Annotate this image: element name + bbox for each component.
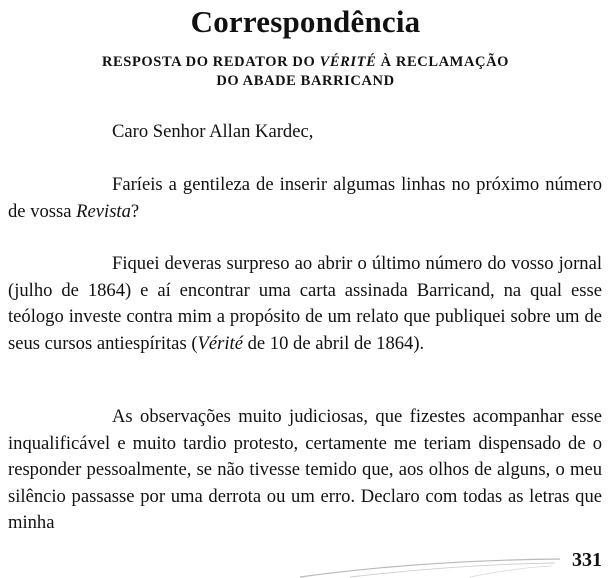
page-title: Correspondência xyxy=(190,4,421,39)
paragraph-3: As observações muito judiciosas, que fizestes acompanhar esse inqualificável e muito tardio protesto, certamente me teriam dispensado de o responder pessoalmente, se não tivesse temido que, aos olhos de alguns, o meu silêncio passasse por uma derrota ou um erro. Declaro com todas as letras que minha xyxy=(8,406,602,533)
page-footer-flourish xyxy=(0,540,611,578)
paragraph-2-end: de 10 de abril de 1864). xyxy=(242,332,425,354)
paragraph-1-end: ? xyxy=(130,200,140,222)
subtitle-line1-italic: VÉRITÉ xyxy=(319,54,377,70)
paragraph-1 xyxy=(8,172,602,225)
subtitle-line2: DO ABADE BARRICAND xyxy=(216,73,395,89)
page-number: 331 xyxy=(572,549,602,571)
subtitle-line1-prefix: RESPOSTA DO REDATOR DO xyxy=(101,54,320,70)
paragraph-2-italic: Vérité xyxy=(197,332,243,354)
subtitle-line1-suffix: À RECLAMAÇÃO xyxy=(376,54,510,70)
paragraph-2 xyxy=(8,251,602,357)
paragraph-1-italic: Revista xyxy=(76,200,131,222)
paragraph-2-text: Fiquei deveras surpreso ao abrir o último número do vosso jornal (julho de 1864) e aí encontrar uma carta assinada Barricand, na qual esse teólogo investe contra mim a propósito de um relato que publiquei sobre um de seus cursos antiespíritas ( xyxy=(8,253,602,354)
article-subtitle xyxy=(0,53,611,91)
paragraph-1-text: Faríeis a gentileza de inserir algumas linhas no próximo número de vossa xyxy=(8,174,602,222)
salutation: Caro Senhor Allan Kardec, xyxy=(112,121,314,142)
